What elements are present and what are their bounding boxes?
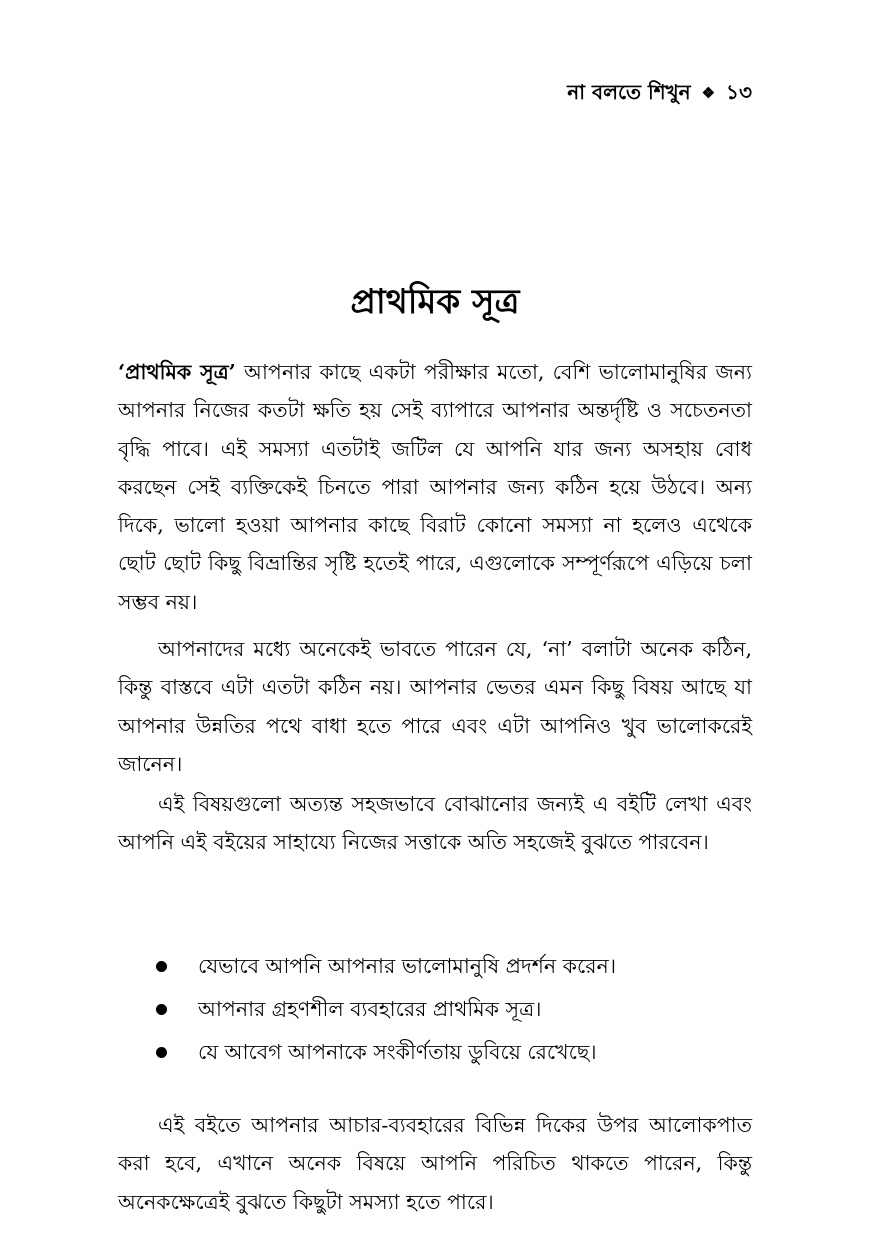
paragraph-1 [118,353,752,621]
bullet-icon [156,961,167,972]
bullet-text: যেভাবে আপনি আপনার ভালোমানুষি প্রদর্শন করেন। [198,954,617,978]
paragraph-1-body: আপনার কাছে একটা পরীক্ষার মতো, বেশি ভালোমানুষির জন্য আপনার নিজের কতটা ক্ষতি হয় সেই ব্যাপারে আপনার অন্তর্দৃষ্টি ও সচেতনতা বৃদ্ধি পাবে। এই সমস্যা এতটাই জটিল যে আপনি যার জন্য অসহায় বোধ করছেন সেই ব্যক্তিকেই চিনতে পারা আপনার জন্য কঠিন হয়ে উঠবে। অন্য দিকে, ভালো হওয়া আপনার কাছে বিরাট কোনো সমস্যা না হলেও এথেকে ছোট ছোট কিছু বিভ্রান্তির সৃষ্টি হতেই পারে, এগুলোকে সম্পূর্ণরূপে এড়িয়ে চলা সম্ভব নয়। [118,360,752,614]
book-title: না বলতে শিখুন [567,80,691,104]
bullet-list [150,945,750,1074]
list-item [150,945,750,988]
bullet-text: যে আবেগ আপনাকে সংকীর্ণতায় ডুবিয়ে রেখেছে। [198,1040,597,1064]
list-item [150,988,750,1031]
paragraph-2 [118,630,752,783]
paragraph-3-text: এই বিষয়গুলো অত্যন্ত সহজভাবে বোঝানোর জন্যই এ বইটি লেখা এবং আপনি এই বইয়ের সাহায্যে নিজের সত্তাকে অতি সহজেই বুঝতে পারবেন। [118,792,752,855]
chapter-title: প্রাথমিক সূত্র [350,282,520,322]
paragraph-1-text [118,353,752,621]
bold-phrase: ‘প্রাথমিক সূত্র’ [118,360,236,384]
paragraph-4 [118,1106,752,1221]
running-header [567,78,752,111]
paragraph-3 [118,785,752,862]
paragraph-4-text: এই বইতে আপনার আচার-ব্যবহারের বিভিন্ন দিকের উপর আলোকপাত করা হবে, এখানে অনেক বিষয়ে আপনি পরিচিত থাকতে পারেন, কিন্তু অনেকক্ষেত্রেই বুঝতে কিছুটা সমস্যা হতে পারে। [118,1113,752,1214]
bullet-icon [156,1047,167,1058]
bullet-text: আপনার গ্রহণশীল ব্যবহারের প্রাথমিক সূত্র। [198,997,542,1021]
list-item [150,1031,750,1074]
paragraph-2-text: আপনাদের মধ্যে অনেকেই ভাবতে পারেন যে, ‘না’ বলাটা অনেক কঠিন, কিন্তু বাস্তবে এটা এতটা কঠিন নয়। আপনার ভেতর এমন কিছু বিষয় আছে যা আপনার উন্নতির পথে বাধা হতে পারে এবং এটা আপনিও খুব ভালোকরেই জানেন। [118,637,752,776]
ornament-separator: ❖ [701,84,716,102]
bullet-icon [156,1004,167,1015]
page-number: ১৩ [726,80,752,104]
